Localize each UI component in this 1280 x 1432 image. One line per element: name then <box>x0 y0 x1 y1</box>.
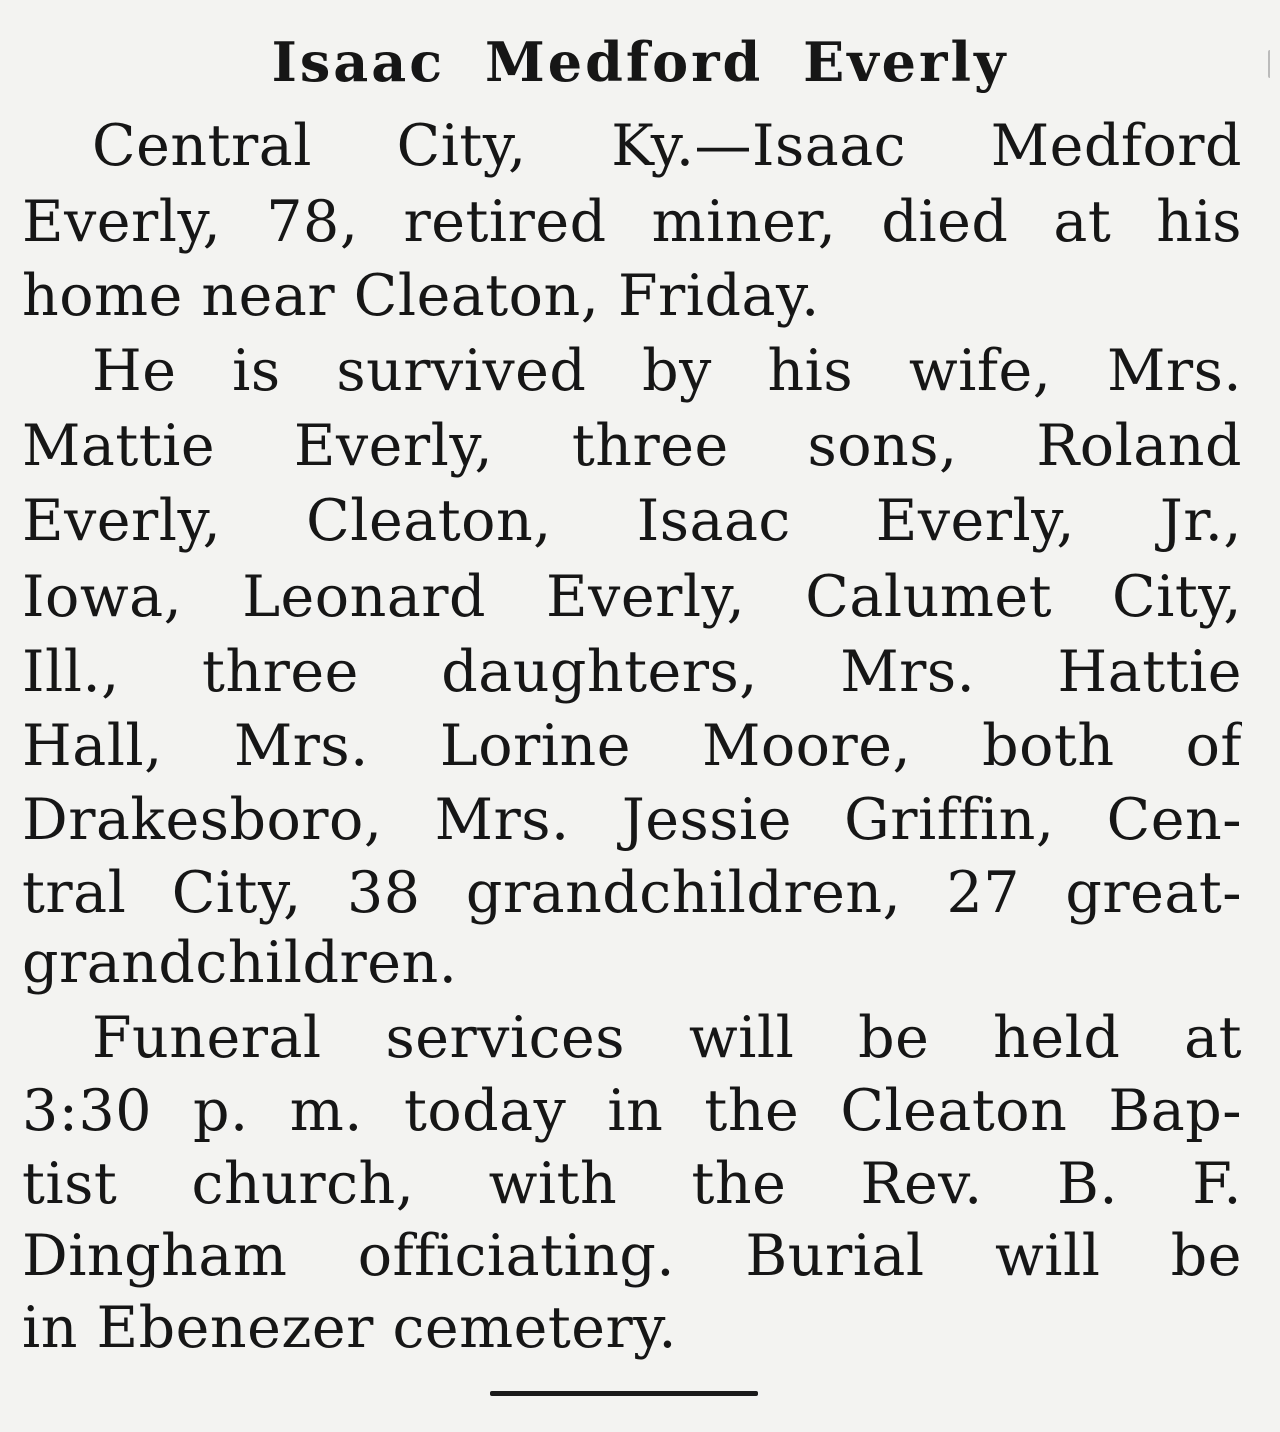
text-line: Drakesboro, Mrs. Jessie Griffin, Cen- <box>22 787 1242 853</box>
text-line: tist church, with the Rev. B. F. <box>22 1151 1242 1217</box>
text-line: Ill., three daughters, Mrs. Hattie <box>22 639 1242 705</box>
text-line: 3:30 p. m. today in the Cleaton Bap- <box>22 1078 1242 1144</box>
text-line: grandchildren. <box>22 930 458 996</box>
text-line: Mattie Everly, three sons, Roland <box>22 413 1242 479</box>
text-line: tral City, 38 grandchildren, 27 great- <box>22 860 1242 926</box>
text-line: Iowa, Leonard Everly, Calumet City, <box>22 564 1242 630</box>
text-line: Funeral services will be held at <box>92 1005 1242 1071</box>
text-line: He is survived by his wife, Mrs. <box>92 338 1242 404</box>
text-line: in Ebenezer cemetery. <box>22 1295 678 1361</box>
closing-rule <box>490 1391 758 1396</box>
page-edge-mark <box>1268 50 1274 78</box>
text-line: Everly, 78, retired miner, died at his <box>22 189 1242 255</box>
headline: Isaac Medford Everly <box>271 30 1009 94</box>
text-line: home near Cleaton, Friday. <box>22 263 820 329</box>
text-line: Dingham officiating. Burial will be <box>22 1223 1242 1289</box>
text-line: Everly, Cleaton, Isaac Everly, Jr., <box>22 488 1242 554</box>
text-line: Hall, Mrs. Lorine Moore, both of <box>22 713 1242 779</box>
text-line: Central City, Ky.—Isaac Medford <box>92 113 1242 179</box>
